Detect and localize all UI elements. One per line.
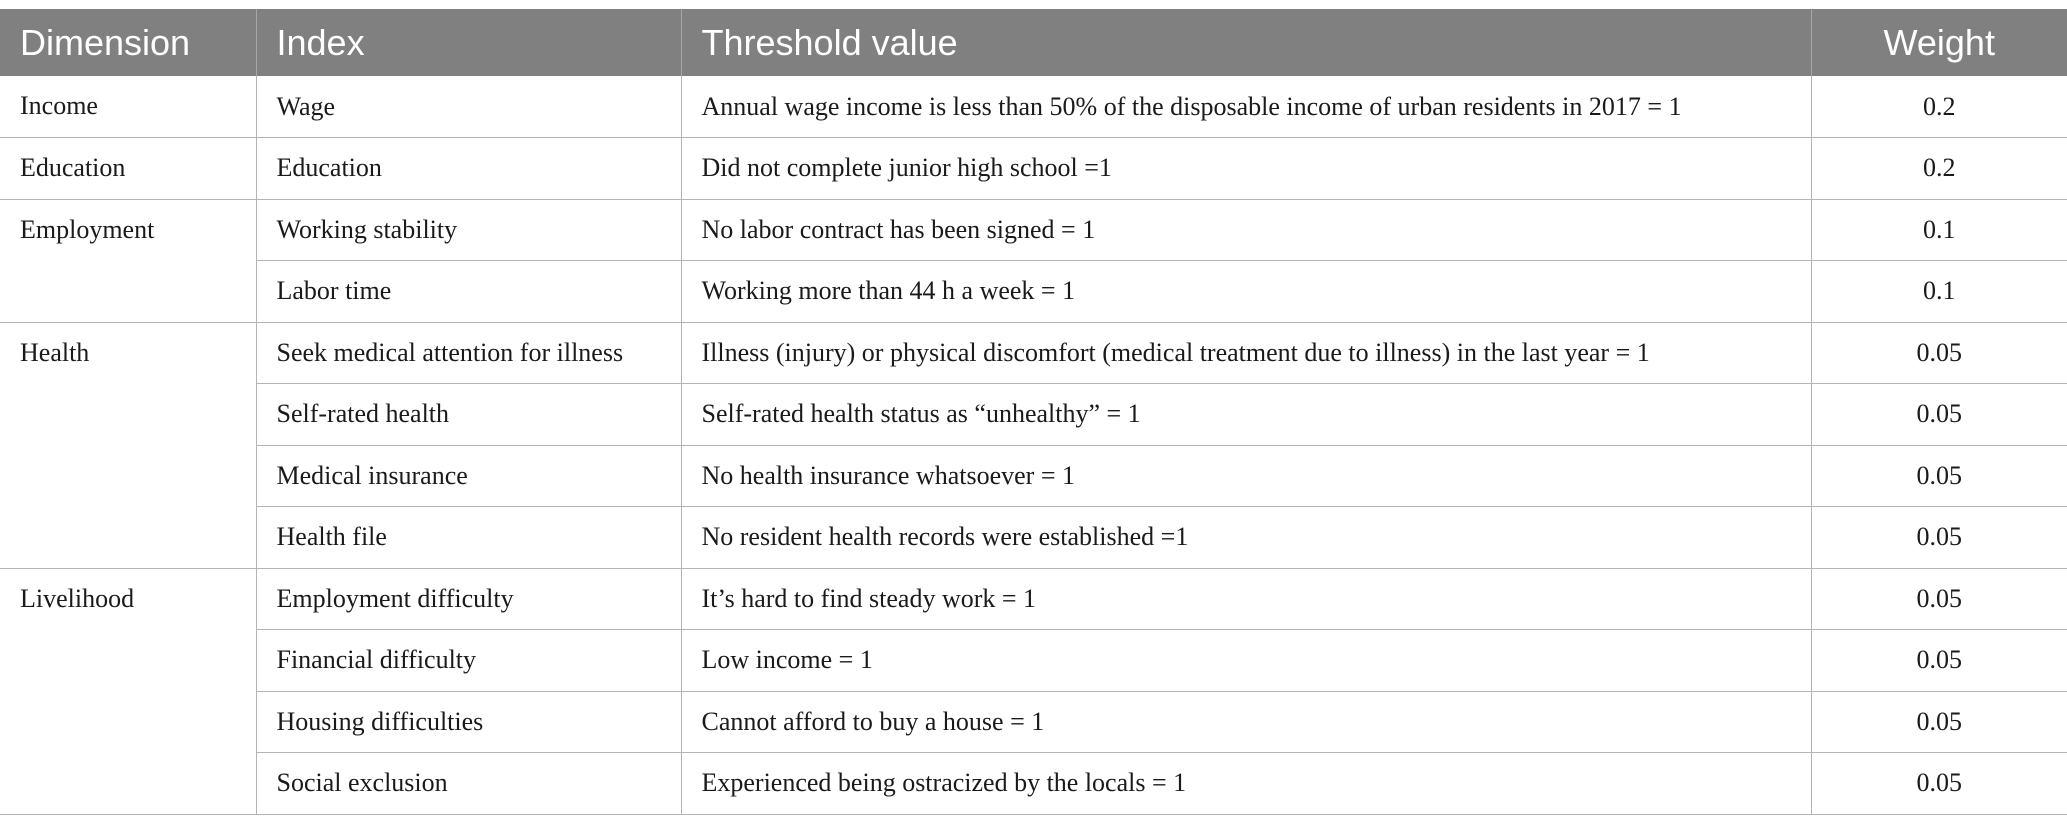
weight-cell: 0.05 (1811, 568, 2067, 630)
dimension-cell: Health (0, 322, 256, 568)
table-row (0, 691, 2067, 753)
threshold-cell: No health insurance whatsoever = 1 (681, 445, 1811, 507)
table-row (0, 753, 2067, 815)
index-cell: Working stability (256, 199, 681, 261)
weight-cell: 0.05 (1811, 507, 2067, 569)
header-dimension: Dimension (0, 9, 256, 76)
header-threshold-value: Threshold value (681, 9, 1811, 76)
weight-cell: 0.05 (1811, 753, 2067, 815)
header-row (0, 9, 2067, 76)
dimension-cell: Income (0, 76, 256, 138)
index-cell: Labor time (256, 261, 681, 323)
table-row (0, 384, 2067, 446)
weight-cell: 0.05 (1811, 384, 2067, 446)
data-table-container (0, 9, 2067, 815)
table-row (0, 138, 2067, 200)
index-cell: Wage (256, 76, 681, 138)
index-cell: Self-rated health (256, 384, 681, 446)
table-row (0, 568, 2067, 630)
dimension-cell: Education (0, 138, 256, 200)
weight-cell: 0.05 (1811, 691, 2067, 753)
header-index: Index (256, 9, 681, 76)
dimension-cell: Livelihood (0, 568, 256, 814)
table-row (0, 261, 2067, 323)
weight-cell: 0.05 (1811, 322, 2067, 384)
threshold-cell: No labor contract has been signed = 1 (681, 199, 1811, 261)
table-row (0, 630, 2067, 692)
table-header (0, 9, 2067, 76)
dimension-index-table (0, 9, 2067, 815)
table-row (0, 507, 2067, 569)
threshold-cell: It’s hard to find steady work = 1 (681, 568, 1811, 630)
index-cell: Employment difficulty (256, 568, 681, 630)
dimension-cell: Employment (0, 199, 256, 322)
table-row (0, 445, 2067, 507)
weight-cell: 0.1 (1811, 199, 2067, 261)
weight-cell: 0.05 (1811, 630, 2067, 692)
threshold-cell: Annual wage income is less than 50% of the disposable income of urban residents in 2017 = 1 (681, 76, 1811, 138)
index-cell: Health file (256, 507, 681, 569)
table-row (0, 322, 2067, 384)
threshold-cell: Experienced being ostracized by the locals = 1 (681, 753, 1811, 815)
weight-cell: 0.05 (1811, 445, 2067, 507)
index-cell: Education (256, 138, 681, 200)
threshold-cell: Working more than 44 h a week = 1 (681, 261, 1811, 323)
weight-cell: 0.1 (1811, 261, 2067, 323)
weight-cell: 0.2 (1811, 76, 2067, 138)
table-body (0, 76, 2067, 814)
threshold-cell: Illness (injury) or physical discomfort (medical treatment due to illness) in the last year = 1 (681, 322, 1811, 384)
index-cell: Housing difficulties (256, 691, 681, 753)
threshold-cell: Low income = 1 (681, 630, 1811, 692)
index-cell: Seek medical attention for illness (256, 322, 681, 384)
threshold-cell: Self-rated health status as “unhealthy” = 1 (681, 384, 1811, 446)
weight-cell: 0.2 (1811, 138, 2067, 200)
header-weight: Weight (1883, 21, 1995, 63)
threshold-cell: Did not complete junior high school =1 (681, 138, 1811, 200)
table-row (0, 76, 2067, 138)
threshold-cell: Cannot afford to buy a house = 1 (681, 691, 1811, 753)
threshold-cell: No resident health records were established =1 (681, 507, 1811, 569)
index-cell: Medical insurance (256, 445, 681, 507)
index-cell: Social exclusion (256, 753, 681, 815)
index-cell: Financial difficulty (256, 630, 681, 692)
table-row (0, 199, 2067, 261)
